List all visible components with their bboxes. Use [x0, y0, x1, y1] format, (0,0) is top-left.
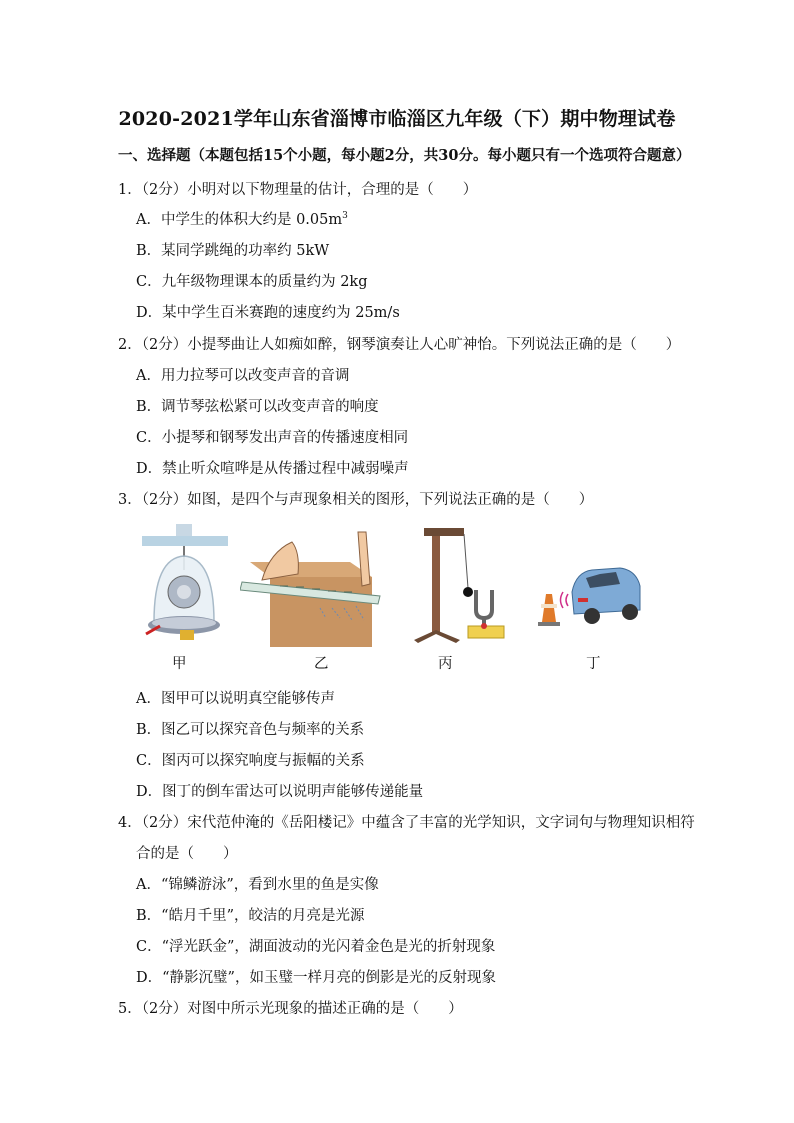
figure-ruler: [240, 522, 388, 647]
pump-valve: [180, 630, 194, 640]
figure-car-radar: [532, 522, 644, 647]
radar-waves: [561, 592, 569, 608]
q4-option-b: B．“皓月千里”，皎洁的月亮是光源: [136, 908, 365, 924]
q1-option-b: B．某同学跳绳的功率约 5kW: [136, 243, 330, 259]
q1-option-a-exponent: 3: [342, 211, 348, 222]
q5-stem: 5．（2分）对图中所示光现象的描述正确的是（ ）: [118, 1001, 463, 1017]
tuning-fork-prongs: [476, 590, 492, 618]
q2-option-a: A．用力拉琴可以改变声音的音调: [136, 368, 350, 384]
section-heading: 一、选择题（本题包括15个小题，每小题2分，共30分。每小题只有一个选项符合题意）: [118, 147, 691, 164]
traffic-cone-base: [538, 622, 560, 626]
q2-option-c: C．小提琴和钢琴发出声音的传播速度相同: [136, 430, 409, 446]
fork-base-dot: [481, 623, 487, 629]
pendulum-string: [464, 534, 468, 588]
q1-option-a: [136, 208, 348, 229]
q3-option-c: C．图丙可以探究响度与振幅的关系: [136, 753, 365, 769]
pendulum-ball: [463, 587, 473, 597]
figure-tuning-fork: [410, 522, 510, 647]
car-wheel-rear: [584, 608, 600, 624]
q2-option-d: D．禁止听众喧哗是从传播过程中减弱噪声: [136, 461, 409, 477]
stand-base: [414, 630, 460, 643]
q4-stem-line1: 4．（2分）宋代范仲淹的《岳阳楼记》中蕴含了丰富的光学知识，文字词句与物理知识相符: [118, 815, 695, 831]
figure-bell-jar: [140, 522, 230, 647]
q3-option-b: B．图乙可以探究音色与频率的关系: [136, 722, 365, 738]
q1-stem: 1．（2分）小明对以下物理量的估计，合理的是（ ）: [118, 182, 478, 198]
q1-option-a-text: A．中学生的体积大约是 0.05m: [136, 212, 343, 228]
left-hand: [262, 542, 298, 580]
car-tail-light: [578, 598, 588, 602]
q1-option-d: D．某中学生百米赛跑的速度约为 25m/s: [136, 305, 400, 321]
q2-option-b: B．调节琴弦松紧可以改变声音的响度: [136, 399, 379, 415]
q3-option-a: A．图甲可以说明真空能够传声: [136, 691, 335, 707]
figure-label-jia: 甲: [172, 656, 187, 672]
stand-pole: [432, 528, 440, 632]
q4-option-a: A．“锦鳞游泳”，看到水里的鱼是实像: [136, 877, 379, 893]
q4-stem-line2: 合的是（ ）: [136, 846, 238, 862]
figure-label-ding: 丁: [586, 656, 601, 672]
q2-stem: 2．（2分）小提琴曲让人如痴如醉，钢琴演奏让人心旷神怡。下列说法正确的是（ ）: [118, 337, 681, 353]
jar-base-top: [152, 617, 216, 629]
page-title: 2020-2021学年山东省淄博市临淄区九年级（下）期中物理试卷: [118, 108, 676, 130]
figure-label-bing: 丙: [438, 656, 453, 672]
jar-hook-mount: [176, 524, 192, 536]
q1-option-c: C．九年级物理课本的质量约为 2kg: [136, 274, 368, 290]
car-wheel-front: [622, 604, 638, 620]
stand-arm: [424, 528, 464, 536]
q4-option-d: D．“静影沉璧”，如玉璧一样月亮的倒影是光的反射现象: [136, 970, 496, 986]
traffic-cone-stripe: [541, 604, 557, 608]
q4-option-c: C．“浮光跃金”，湖面波动的光闪着金色是光的折射现象: [136, 939, 496, 955]
bell-dome: [177, 585, 191, 599]
figure-label-yi: 乙: [314, 656, 329, 672]
jar-ceiling: [142, 536, 228, 546]
q3-stem: 3．（2分）如图，是四个与声现象相关的图形，下列说法正确的是（ ）: [118, 492, 594, 508]
q3-option-d: D．图丁的倒车雷达可以说明声能够传递能量: [136, 784, 424, 800]
